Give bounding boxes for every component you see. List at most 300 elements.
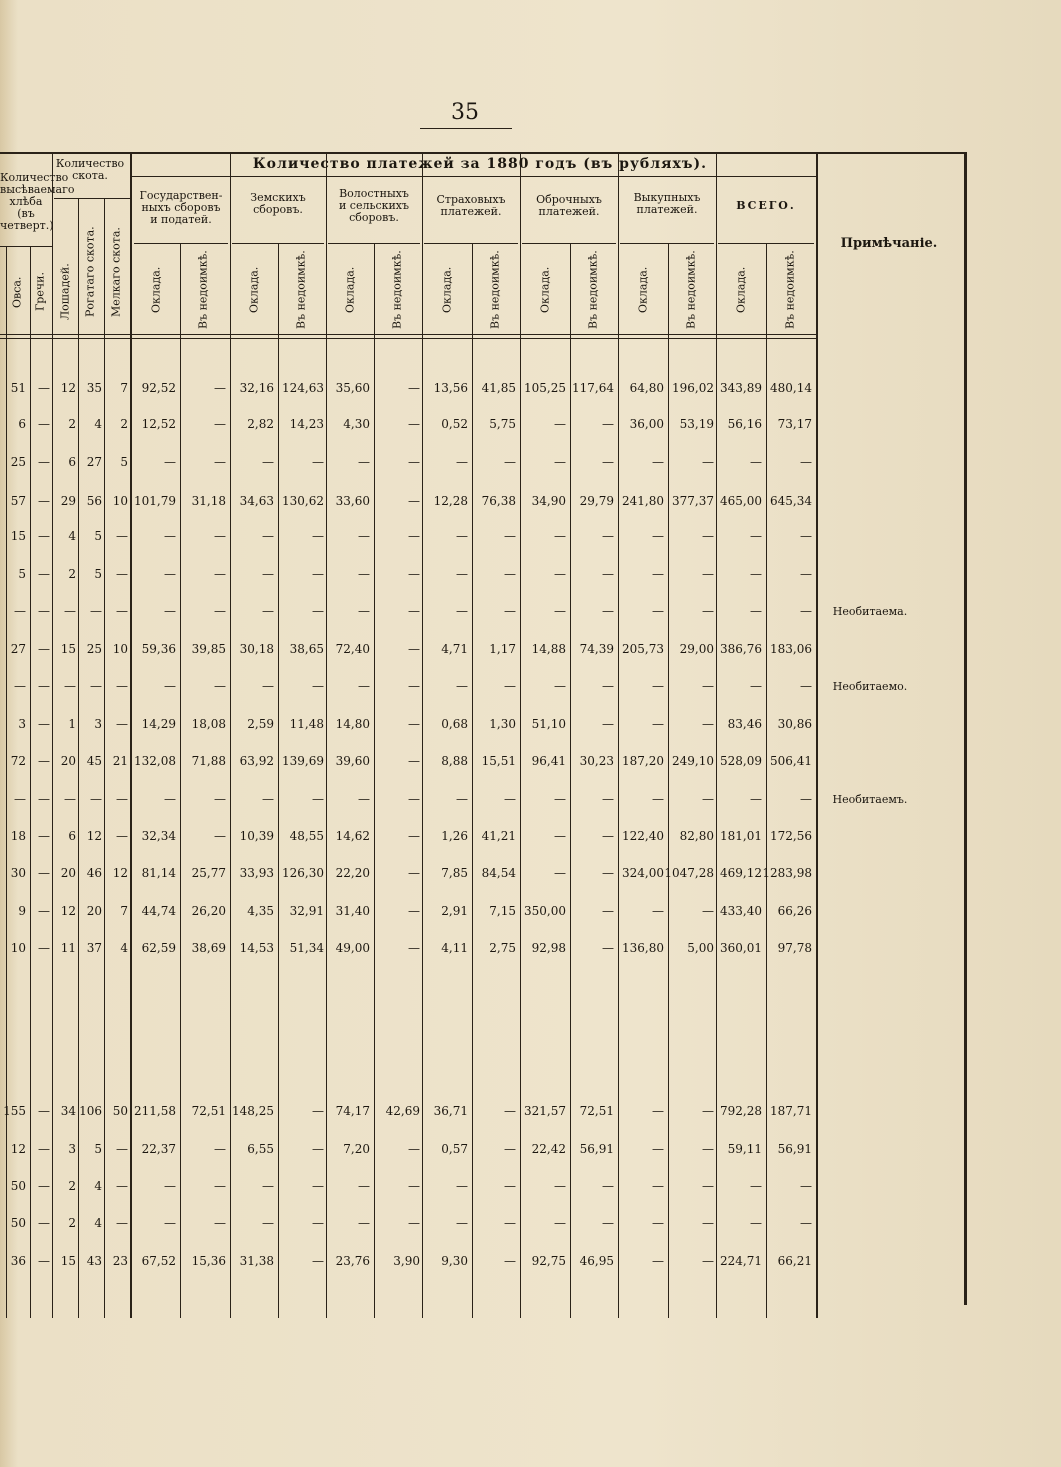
table-cell: 4 — [94, 1216, 102, 1230]
table-cell: — — [702, 567, 714, 581]
table-cell: — — [408, 679, 420, 693]
table-cell: 5 — [94, 567, 102, 581]
table-cell: 211,58 — [134, 1104, 176, 1118]
table-rule — [522, 243, 616, 244]
table-cell: 5 — [94, 1142, 102, 1156]
table-cell: — — [214, 792, 226, 806]
table-cell: — — [456, 604, 468, 618]
table-cell: — — [116, 567, 128, 581]
table-cell: 97,78 — [777, 941, 812, 955]
table-cell: 1 — [68, 717, 76, 731]
table-cell: — — [38, 1104, 50, 1118]
table-cell: — — [38, 754, 50, 768]
table-cell: 72,51 — [191, 1104, 226, 1118]
table-cell: — — [702, 529, 714, 543]
table-cell: — — [214, 829, 226, 843]
table-cell: 241,80 — [622, 494, 664, 508]
table-cell: 46 — [86, 866, 102, 880]
table-cell: 31,38 — [239, 1254, 274, 1268]
table-cell: — — [800, 1179, 812, 1193]
table-cell: 71,88 — [191, 754, 226, 768]
table-cell: — — [38, 1142, 50, 1156]
table-cell: 39,60 — [335, 754, 370, 768]
remarks-header: Примѣчаніе. — [840, 236, 938, 251]
table-cell: — — [164, 455, 176, 469]
table-cell: 1,30 — [489, 717, 516, 731]
table-cell: 29,79 — [579, 494, 614, 508]
table-cell: 59,36 — [141, 642, 176, 656]
table-cell: 30,23 — [579, 754, 614, 768]
table-cell: 196,02 — [672, 381, 714, 395]
table-cell: 187,20 — [622, 754, 664, 768]
livestock-header: Количество скота. — [55, 157, 125, 182]
table-cell: 3 — [94, 717, 102, 731]
table-cell: — — [702, 679, 714, 693]
table-cell: 23,76 — [335, 1254, 370, 1268]
insurance-header: Страховыхъ платежей. — [436, 193, 506, 218]
table-cell: — — [408, 941, 420, 955]
table-cell: — — [456, 1216, 468, 1230]
table-rule — [6, 246, 7, 1318]
table-cell: 12 — [60, 381, 76, 395]
table-cell: — — [214, 1142, 226, 1156]
table-cell: — — [554, 567, 566, 581]
table-cell: — — [456, 455, 468, 469]
table-cell: — — [408, 642, 420, 656]
table-cell: — — [38, 829, 50, 843]
table-cell: — — [214, 567, 226, 581]
table-cell: 39,85 — [191, 642, 226, 656]
table-cell: 8,88 — [441, 754, 468, 768]
table-cell: — — [456, 567, 468, 581]
table-cell: 56,16 — [727, 417, 762, 431]
obrok-oklad-subheader: Оклада. — [538, 266, 552, 314]
table-cell: 5 — [18, 567, 26, 581]
table-cell: 0,52 — [441, 417, 468, 431]
table-cell: — — [214, 1179, 226, 1193]
table-cell: — — [408, 904, 420, 918]
table-cell: 20 — [60, 866, 76, 880]
table-cell: 2 — [68, 417, 76, 431]
table-rule — [816, 152, 818, 1318]
table-cell: 360,01 — [720, 941, 762, 955]
table-cell: — — [800, 792, 812, 806]
table-cell: — — [214, 529, 226, 543]
table-cell: 63,92 — [239, 754, 274, 768]
table-cell: 1283,98 — [762, 866, 812, 880]
table-cell: 25,77 — [191, 866, 226, 880]
table-cell: 4 — [94, 1179, 102, 1193]
buckwheat-subheader: Гречи. — [33, 272, 47, 312]
table-cell: 172,56 — [770, 829, 812, 843]
table-cell: — — [214, 604, 226, 618]
table-cell: — — [38, 717, 50, 731]
table-cell: — — [602, 829, 614, 843]
table-cell: 66,21 — [777, 1254, 812, 1268]
table-cell: 27 — [10, 642, 26, 656]
table-cell: — — [652, 904, 664, 918]
table-cell: 126,30 — [282, 866, 324, 880]
table-cell: 25 — [86, 642, 102, 656]
table-cell: 1,17 — [489, 642, 516, 656]
table-cell: 5 — [120, 455, 128, 469]
table-cell: 35,60 — [335, 381, 370, 395]
table-cell: 2,59 — [247, 717, 274, 731]
table-cell: — — [312, 567, 324, 581]
table-cell: — — [702, 1216, 714, 1230]
table-cell: 32,34 — [141, 829, 176, 843]
table-cell: — — [408, 494, 420, 508]
table-cell: 67,52 — [141, 1254, 176, 1268]
table-cell: 21 — [112, 754, 128, 768]
table-cell: 53,19 — [679, 417, 714, 431]
table-cell: 10 — [112, 642, 128, 656]
table-rule — [78, 198, 79, 1318]
table-cell: 4,30 — [343, 417, 370, 431]
table-cell: — — [358, 455, 370, 469]
table-cell: — — [64, 604, 76, 618]
table-cell: — — [358, 529, 370, 543]
table-cell: 132,08 — [134, 754, 176, 768]
table-cell: 15 — [60, 642, 76, 656]
table-cell: — — [312, 679, 324, 693]
table-rule — [278, 243, 279, 1318]
table-cell: 6,55 — [247, 1142, 274, 1156]
table-cell: — — [164, 679, 176, 693]
table-cell: 2 — [68, 1216, 76, 1230]
table-cell: 148,25 — [232, 1104, 274, 1118]
table-cell: — — [750, 529, 762, 543]
table-cell: 5 — [94, 529, 102, 543]
table-cell: 5,75 — [489, 417, 516, 431]
table-cell: — — [262, 1216, 274, 1230]
table-cell: — — [14, 679, 26, 693]
table-cell: — — [750, 567, 762, 581]
table-cell: 33,60 — [335, 494, 370, 508]
table-cell: 7 — [120, 904, 128, 918]
table-rule — [424, 243, 518, 244]
total-header: ВСЕГО. — [736, 199, 796, 212]
table-cell: — — [504, 1179, 516, 1193]
table-cell: 83,46 — [727, 717, 762, 731]
table-cell: — — [408, 754, 420, 768]
table-cell: — — [64, 679, 76, 693]
table-cell: 22,37 — [141, 1142, 176, 1156]
table-cell: 4,71 — [441, 642, 468, 656]
table-cell: 183,06 — [770, 642, 812, 656]
table-cell: 11,48 — [289, 717, 324, 731]
table-cell: — — [554, 679, 566, 693]
table-rule — [54, 198, 130, 199]
row-remark: Необитаемъ. — [832, 793, 908, 806]
table-rule — [326, 152, 327, 1318]
table-cell: 72 — [10, 754, 26, 768]
table-cell: — — [702, 1179, 714, 1193]
table-cell: — — [38, 455, 50, 469]
table-cell: — — [116, 604, 128, 618]
table-cell: — — [750, 455, 762, 469]
table-cell: 13,56 — [433, 381, 468, 395]
table-cell: — — [408, 866, 420, 880]
table-rule — [716, 152, 717, 1318]
table-cell: — — [456, 1179, 468, 1193]
table-cell: 7,20 — [343, 1142, 370, 1156]
table-cell: — — [652, 1254, 664, 1268]
table-cell: — — [358, 1179, 370, 1193]
table-cell: 32,16 — [239, 381, 274, 395]
table-cell: 18,08 — [191, 717, 226, 731]
table-cell: 50 — [10, 1216, 26, 1230]
table-cell: — — [312, 1179, 324, 1193]
table-cell: — — [408, 1216, 420, 1230]
table-cell: — — [312, 1216, 324, 1230]
table-cell: 18 — [10, 829, 26, 843]
table-cell: — — [38, 529, 50, 543]
table-cell: — — [456, 792, 468, 806]
table-rule — [668, 243, 669, 1318]
table-cell: — — [14, 604, 26, 618]
table-cell: — — [38, 941, 50, 955]
table-cell: — — [554, 417, 566, 431]
table-cell: 32,91 — [289, 904, 324, 918]
table-cell: — — [602, 455, 614, 469]
table-cell: — — [38, 1216, 50, 1230]
table-cell: — — [702, 455, 714, 469]
table-cell: 105,25 — [524, 381, 566, 395]
table-cell: 3 — [18, 717, 26, 731]
table-cell: 15,36 — [191, 1254, 226, 1268]
table-cell: 2,82 — [247, 417, 274, 431]
table-rule — [0, 334, 818, 335]
table-cell: — — [652, 455, 664, 469]
table-cell: — — [408, 717, 420, 731]
table-cell: 56,91 — [777, 1142, 812, 1156]
table-cell: 528,09 — [720, 754, 762, 768]
table-cell: 3,90 — [393, 1254, 420, 1268]
table-cell: 14,88 — [531, 642, 566, 656]
table-cell: — — [602, 529, 614, 543]
table-cell: 34 — [60, 1104, 76, 1118]
table-cell: — — [702, 1254, 714, 1268]
table-cell: — — [358, 567, 370, 581]
table-cell: 92,52 — [141, 381, 176, 395]
table-cell: — — [554, 866, 566, 880]
table-cell: — — [750, 604, 762, 618]
table-cell: 43 — [86, 1254, 102, 1268]
table-cell: — — [800, 567, 812, 581]
table-cell: 465,00 — [720, 494, 762, 508]
table-rule — [130, 152, 132, 1318]
table-cell: 92,98 — [531, 941, 566, 955]
volost-oklad-subheader: Оклада. — [343, 266, 357, 314]
table-cell: 350,00 — [524, 904, 566, 918]
table-cell: 124,63 — [282, 381, 324, 395]
table-cell: 645,34 — [770, 494, 812, 508]
table-cell: 72,51 — [579, 1104, 614, 1118]
table-cell: — — [116, 1142, 128, 1156]
table-cell: — — [38, 1179, 50, 1193]
table-rule — [618, 152, 619, 1318]
table-cell: 12 — [10, 1142, 26, 1156]
table-cell: — — [652, 717, 664, 731]
table-cell: 7 — [120, 381, 128, 395]
table-cell: 4,11 — [441, 941, 468, 955]
table-rule — [520, 152, 521, 1318]
table-cell: — — [702, 604, 714, 618]
table-cell: — — [800, 455, 812, 469]
table-cell: — — [38, 904, 50, 918]
table-cell: 30 — [10, 866, 26, 880]
table-cell: 27 — [86, 455, 102, 469]
table-cell: — — [602, 792, 614, 806]
table-cell: 2,75 — [489, 941, 516, 955]
table-rule — [180, 243, 181, 1318]
table-cell: 64,80 — [629, 381, 664, 395]
table-cell: 7,15 — [489, 904, 516, 918]
vykup-oklad-subheader: Оклада. — [636, 266, 650, 314]
table-rule — [134, 243, 228, 244]
table-cell: 25 — [10, 455, 26, 469]
table-cell: 26,20 — [191, 904, 226, 918]
table-cell: — — [116, 717, 128, 731]
table-cell: — — [116, 679, 128, 693]
table-cell: 12 — [60, 904, 76, 918]
table-cell: — — [38, 679, 50, 693]
table-cell: — — [702, 1104, 714, 1118]
table-cell: 9 — [18, 904, 26, 918]
table-cell: — — [652, 529, 664, 543]
table-cell: 15 — [60, 1254, 76, 1268]
table-rule — [0, 338, 818, 339]
table-rule — [0, 246, 52, 247]
table-cell: 92,75 — [531, 1254, 566, 1268]
table-rule — [130, 176, 818, 177]
row-remark: Необитаемо. — [832, 680, 908, 693]
table-cell: 59,11 — [727, 1142, 762, 1156]
table-cell: 4,35 — [247, 904, 274, 918]
table-cell: — — [262, 455, 274, 469]
table-rule — [472, 243, 473, 1318]
table-rule — [0, 152, 966, 154]
table-cell: — — [38, 642, 50, 656]
table-cell: 0,68 — [441, 717, 468, 731]
table-cell: 51,10 — [531, 717, 566, 731]
table-cell: — — [554, 1216, 566, 1230]
total-nedoimka-subheader: Въ недоимкѣ. — [783, 250, 797, 330]
table-cell: — — [90, 792, 102, 806]
table-cell: — — [90, 604, 102, 618]
table-cell: 45 — [86, 754, 102, 768]
table-cell: 49,00 — [335, 941, 370, 955]
table-cell: 4 — [94, 417, 102, 431]
table-cell: — — [652, 679, 664, 693]
table-cell: 139,69 — [282, 754, 324, 768]
table-cell: 12,28 — [433, 494, 468, 508]
table-cell: 74,39 — [579, 642, 614, 656]
table-cell: — — [38, 567, 50, 581]
table-cell: — — [456, 679, 468, 693]
table-cell: 81,14 — [141, 866, 176, 880]
horses-subheader: Лошадей. — [58, 263, 72, 321]
table-cell: 155 — [3, 1104, 26, 1118]
table-cell: 4 — [68, 529, 76, 543]
table-cell: — — [164, 529, 176, 543]
table-cell: 2 — [68, 567, 76, 581]
table-cell: 96,41 — [531, 754, 566, 768]
table-cell: — — [408, 529, 420, 543]
table-cell: — — [602, 904, 614, 918]
table-cell: 249,10 — [672, 754, 714, 768]
table-cell: — — [116, 1179, 128, 1193]
table-cell: 10,39 — [239, 829, 274, 843]
table-cell: 15,51 — [481, 754, 516, 768]
table-cell: 41,85 — [481, 381, 516, 395]
table-cell: — — [504, 529, 516, 543]
table-cell: 14,29 — [141, 717, 176, 731]
table-cell: — — [214, 455, 226, 469]
table-cell: 82,80 — [679, 829, 714, 843]
table-cell: 205,73 — [622, 642, 664, 656]
table-cell: — — [554, 1179, 566, 1193]
table-cell: 66,26 — [777, 904, 812, 918]
cattle-subheader: Рогатаго скота. — [83, 226, 97, 318]
table-cell: — — [652, 1179, 664, 1193]
table-cell: 122,40 — [622, 829, 664, 843]
table-cell: — — [408, 417, 420, 431]
table-rule — [964, 152, 967, 1305]
table-cell: — — [504, 1254, 516, 1268]
table-cell: — — [602, 679, 614, 693]
table-cell: — — [602, 604, 614, 618]
table-cell: 30,18 — [239, 642, 274, 656]
page-number-rule — [420, 128, 512, 129]
table-cell: — — [214, 1216, 226, 1230]
zemsky-header: Земскихъ сборовъ. — [250, 191, 306, 216]
table-cell: 22,42 — [531, 1142, 566, 1156]
obrok-nedoimka-subheader: Въ недоимкѣ. — [586, 250, 600, 330]
table-cell: — — [164, 604, 176, 618]
table-cell: — — [408, 1179, 420, 1193]
table-cell: 324,00 — [622, 866, 664, 880]
table-cell: 74,17 — [335, 1104, 370, 1118]
table-cell: — — [800, 1216, 812, 1230]
table-rule — [766, 243, 767, 1318]
insurance-oklad-subheader: Оклада. — [440, 266, 454, 314]
table-cell: 187,71 — [770, 1104, 812, 1118]
table-cell: 57 — [10, 494, 26, 508]
table-cell: 38,65 — [289, 642, 324, 656]
table-cell: — — [652, 567, 664, 581]
table-cell: — — [750, 792, 762, 806]
table-cell: — — [38, 604, 50, 618]
table-cell: — — [262, 567, 274, 581]
table-cell: — — [312, 455, 324, 469]
table-rule — [422, 152, 423, 1318]
table-cell: 44,74 — [141, 904, 176, 918]
small-livestock-subheader: Мелкаго скота. — [109, 227, 123, 317]
gov-header: Государствен- ныхъ сборовъ и податей. — [139, 189, 223, 226]
table-cell: — — [504, 455, 516, 469]
table-cell: 56 — [86, 494, 102, 508]
table-cell: 56,91 — [579, 1142, 614, 1156]
table-cell: 38,69 — [191, 941, 226, 955]
table-cell: 20 — [60, 754, 76, 768]
table-cell: 1047,28 — [664, 866, 714, 880]
obrok-header: Оброчныхъ платежей. — [536, 193, 602, 218]
table-cell: — — [602, 941, 614, 955]
table-cell: — — [38, 1254, 50, 1268]
table-cell: — — [262, 529, 274, 543]
